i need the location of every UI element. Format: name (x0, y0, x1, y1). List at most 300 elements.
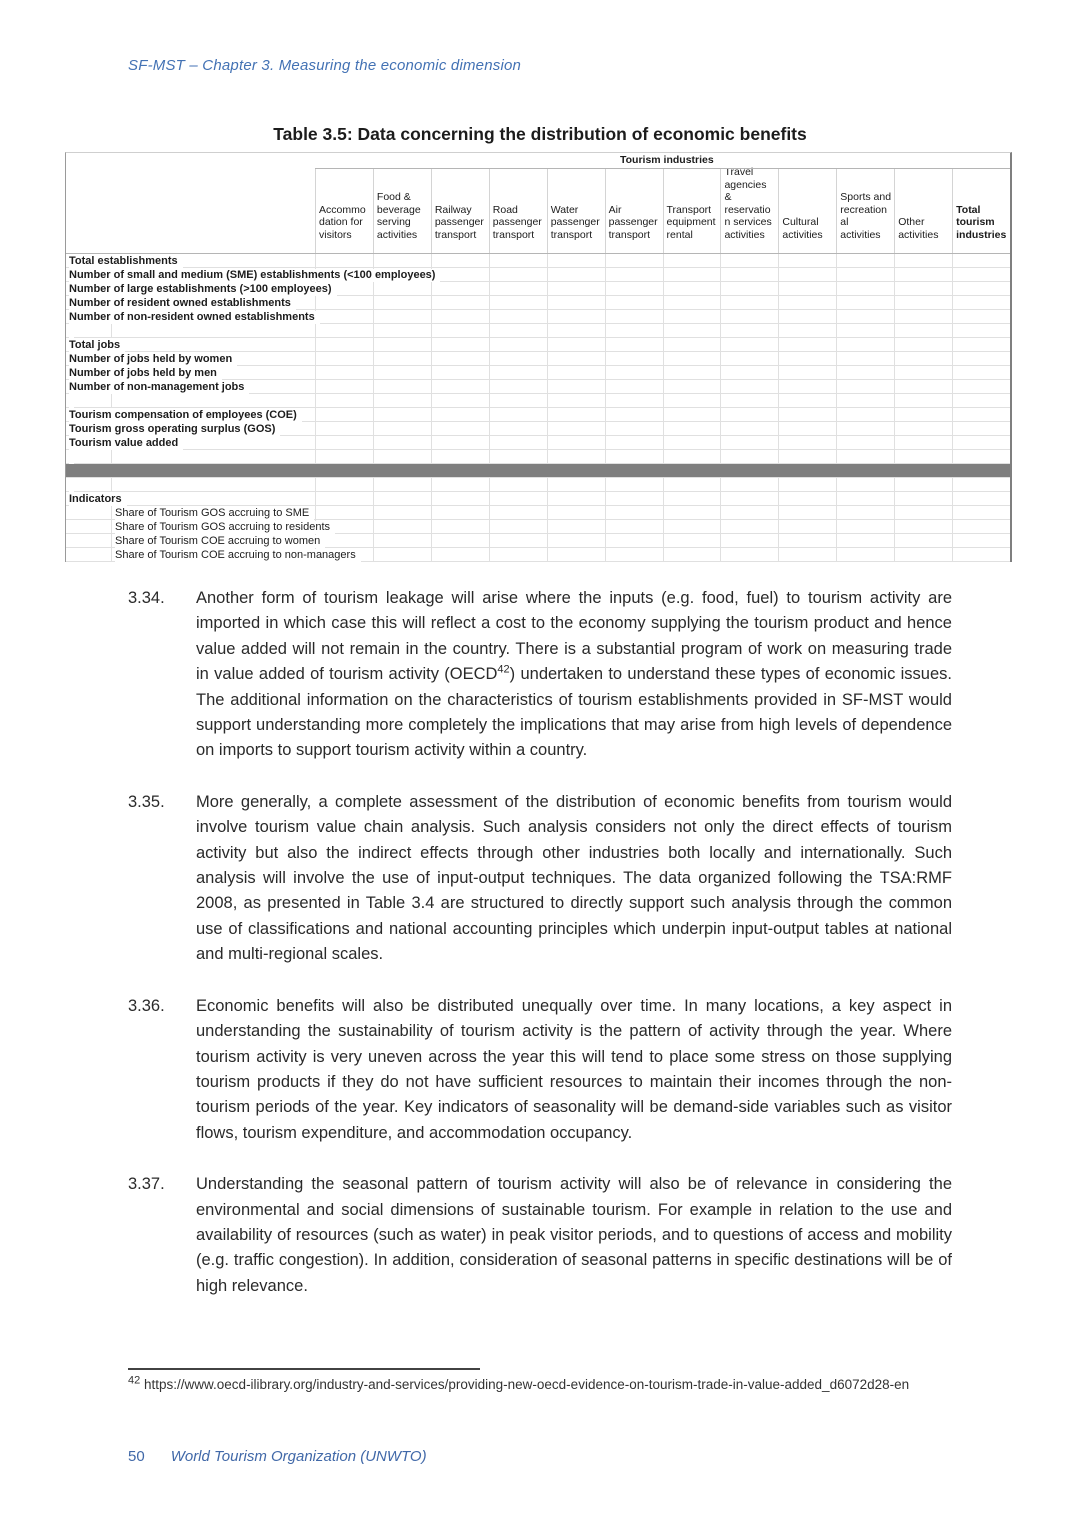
table-cell (894, 534, 952, 547)
table-cell (894, 492, 952, 505)
table-cell (778, 394, 836, 407)
table-row (66, 254, 1010, 268)
table-cell (315, 338, 373, 351)
table-cell (836, 282, 894, 295)
column-header: Water passenger transport (547, 169, 605, 253)
table-cell (720, 520, 778, 533)
row-label: Number of non-resident owned establishments (66, 310, 315, 323)
table-cell (836, 534, 894, 547)
table-head-row (66, 166, 1010, 254)
table-cell (778, 548, 836, 561)
table-cell (720, 254, 778, 267)
table-cell (663, 478, 721, 491)
table-cell (315, 296, 373, 309)
table-cell (952, 394, 1010, 407)
table-cell (373, 282, 431, 295)
table-cell (778, 450, 836, 463)
table-cell (431, 310, 489, 323)
table-cell (778, 534, 836, 547)
table-row (66, 380, 1010, 394)
table-cell (663, 534, 721, 547)
table-row (66, 464, 1010, 478)
table-cell (315, 366, 373, 379)
table-cell (663, 324, 721, 337)
table-cell (547, 520, 605, 533)
table-cell (489, 408, 547, 421)
table-row (66, 394, 1010, 408)
table-cell (547, 506, 605, 519)
table-cell (489, 548, 547, 561)
column-header: Other activities (894, 169, 952, 253)
table-cell (894, 422, 952, 435)
footnote-number: 42 (128, 1374, 141, 1387)
table-cell (373, 380, 431, 393)
column-header: Railway passenger transport (431, 169, 489, 253)
table-cell (836, 548, 894, 561)
table-row (66, 338, 1010, 352)
table-cell (605, 254, 663, 267)
table-cell (431, 436, 489, 449)
table-cell (605, 296, 663, 309)
table-cell (952, 268, 1010, 281)
table-cell (720, 506, 778, 519)
table-cell (431, 324, 489, 337)
table-title: Table 3.5: Data concerning the distribution of economic benefits (273, 124, 807, 144)
table-row (66, 520, 1010, 534)
table-cell (894, 380, 952, 393)
table-cell (952, 534, 1010, 547)
table-cell (663, 408, 721, 421)
group-header-label: Tourism industries (620, 154, 714, 166)
table-cell (778, 478, 836, 491)
table-cell (952, 282, 1010, 295)
row-label: Tourism value added (66, 436, 315, 449)
table-cell (663, 380, 721, 393)
table-cell (894, 324, 952, 337)
table-row (66, 324, 1010, 338)
table-cell (547, 548, 605, 561)
table-cell (373, 296, 431, 309)
table-cell (373, 366, 431, 379)
table-cell (720, 394, 778, 407)
table-cell (489, 338, 547, 351)
table-cell (836, 254, 894, 267)
table-cell (547, 422, 605, 435)
table-cell (489, 324, 547, 337)
table-cell (952, 492, 1010, 505)
table-cell (836, 422, 894, 435)
paragraph-number: 3.37. (128, 1175, 165, 1194)
table-cell (373, 534, 431, 547)
page-number: 50 (128, 1448, 145, 1465)
paragraph-3-34 (128, 586, 952, 764)
table-row (66, 366, 1010, 380)
table-cell (605, 282, 663, 295)
table-cell (720, 380, 778, 393)
table-cell (894, 548, 952, 561)
table-cell (836, 324, 894, 337)
table-cell (778, 520, 836, 533)
table-cell (547, 478, 605, 491)
table-cell (836, 366, 894, 379)
table-cell (489, 254, 547, 267)
table-cell (431, 520, 489, 533)
table-cell (894, 310, 952, 323)
table-cell (373, 506, 431, 519)
table-cell (663, 436, 721, 449)
table-cell (952, 352, 1010, 365)
table-cell (778, 268, 836, 281)
table-cell (489, 366, 547, 379)
economic-benefits-table (65, 152, 1012, 562)
table-row (66, 478, 1010, 492)
paragraph-3-35 (128, 790, 952, 968)
table-cell (489, 422, 547, 435)
table-cell (547, 254, 605, 267)
table-cell (778, 506, 836, 519)
table-cell (894, 394, 952, 407)
table-cell (431, 408, 489, 421)
column-header: Food & beverage serving activities (373, 169, 431, 253)
table-cell (894, 352, 952, 365)
body-paragraphs (128, 586, 952, 1325)
table-cell (663, 506, 721, 519)
table-cell (605, 548, 663, 561)
table-cell (836, 380, 894, 393)
table-cell (778, 422, 836, 435)
table-cell (663, 352, 721, 365)
paragraph-number: 3.35. (128, 792, 165, 811)
table-cell (547, 394, 605, 407)
table-cell (547, 436, 605, 449)
footnote-separator (128, 1368, 480, 1370)
column-header: Air passenger transport (605, 169, 663, 253)
table-cell (431, 422, 489, 435)
table-cell (836, 408, 894, 421)
table-cell (489, 506, 547, 519)
table-cell (663, 492, 721, 505)
paragraph-number: 3.34. (128, 589, 165, 607)
table-cell (315, 492, 373, 505)
table-row (66, 422, 1010, 436)
table-cell (894, 408, 952, 421)
table-cell (778, 324, 836, 337)
column-header: Cultural activities (778, 169, 836, 253)
table-cell (663, 520, 721, 533)
column-header: Accommodation for visitors (315, 169, 373, 253)
table-row (66, 268, 1010, 282)
column-header: Travel agencies & reservation services activities (720, 169, 778, 253)
table-cell (894, 282, 952, 295)
table-cell (663, 268, 721, 281)
table-cell (489, 282, 547, 295)
table-row (66, 408, 1010, 422)
table-cell (373, 310, 431, 323)
table-cell (315, 310, 373, 323)
footnote (128, 1374, 968, 1392)
table-cell (663, 282, 721, 295)
table-cell (894, 478, 952, 491)
table-cell (720, 436, 778, 449)
table-cell (663, 394, 721, 407)
table-cell (952, 296, 1010, 309)
table-cell (431, 282, 489, 295)
table-cell (315, 380, 373, 393)
table-cell (547, 282, 605, 295)
table-cell (720, 450, 778, 463)
table-cell (836, 478, 894, 491)
table-cell (836, 338, 894, 351)
table-cell (720, 492, 778, 505)
paragraph-3-37 (128, 1172, 952, 1299)
table-cell (489, 380, 547, 393)
paragraph-text: Another form of tourism leakage will arise where the inputs (e.g. food, fuel) to tourism activity are imported in which case this will reflect a cost to the economy supplying the tourism product and hence value added will not remain in the country. There is a substantial program of work on measuring trade in value added of tourism activity (OECD (196, 589, 952, 684)
table-cell (720, 422, 778, 435)
table-cell (315, 254, 373, 267)
row-label (66, 394, 315, 407)
table-cell (720, 296, 778, 309)
footnote-ref-marker: 42 (497, 663, 510, 676)
table-cell (894, 338, 952, 351)
table-cell (315, 506, 373, 519)
table-cell (489, 492, 547, 505)
table-cell (894, 450, 952, 463)
table-cell (605, 492, 663, 505)
table-cell (894, 506, 952, 519)
table-cell (547, 352, 605, 365)
column-header: Transport equipment rental (663, 169, 721, 253)
column-header: Total tourism industries (952, 169, 1010, 253)
table-cell (431, 534, 489, 547)
table-cell (605, 380, 663, 393)
table-cell (778, 380, 836, 393)
table-cell (663, 310, 721, 323)
row-label (66, 478, 315, 491)
table-cell (605, 338, 663, 351)
paragraph-text: Understanding the seasonal pattern of tourism activity will also be of relevance in considering the environmental and social dimensions of sustainable tourism. For example in relation to the use and availability of resources (such as water) in peak visitor periods, and to questions of access and mobility (e.g. traffic congestion). In addition, consideration of seasonal patterns in specific destinations will be of high relevance. (196, 1175, 952, 1295)
table-cell (605, 422, 663, 435)
table-cell (373, 422, 431, 435)
table-cell (894, 254, 952, 267)
table-cell (431, 506, 489, 519)
row-label: Number of non-management jobs (66, 380, 315, 393)
table-cell (489, 310, 547, 323)
row-label: Share of Tourism COE accruing to women (66, 534, 315, 547)
row-label: Total establishments (66, 254, 315, 267)
table-cell (373, 408, 431, 421)
table-cell (489, 296, 547, 309)
table-cell (836, 310, 894, 323)
paragraph-text: More generally, a complete assessment of the distribution of economic benefits from tourism would involve tourism value chain analysis. Such analysis considers not only the direct effects of tourism activity but also the indirect effects through other industries both locally and internationally. Such analysis will involve the use of input-output techniques. The data organized following the TSA:RMF 2008, as presented in Table 3.4 are structured to directly support such analysis through the common use of classifications and national accounting principles which underpin input-output tables at national and multi-regional scales. (196, 792, 952, 964)
row-label: Tourism compensation of employees (COE) (66, 408, 315, 421)
table-cell (547, 324, 605, 337)
row-label: Share of Tourism GOS accruing to residents (66, 520, 315, 533)
table-cell (605, 394, 663, 407)
row-label: Number of large establishments (>100 employees) (66, 282, 315, 295)
table-cell (547, 268, 605, 281)
table-cell (373, 394, 431, 407)
table-cell (952, 380, 1010, 393)
table-cell (605, 436, 663, 449)
table-cell (778, 282, 836, 295)
table-cell (720, 366, 778, 379)
table-cell (778, 436, 836, 449)
table-cell (952, 254, 1010, 267)
table-body (66, 254, 1010, 562)
table-cell (720, 282, 778, 295)
table-cell (720, 268, 778, 281)
table-cell (489, 520, 547, 533)
table-cell (547, 366, 605, 379)
table-head-spacer (66, 169, 315, 253)
table-cell (894, 520, 952, 533)
table-row (66, 352, 1010, 366)
table-cell (315, 478, 373, 491)
table-cell (952, 436, 1010, 449)
table-cell (431, 450, 489, 463)
row-label: Number of small and medium (SME) establishments (<100 employees) (66, 268, 315, 281)
table-cell (431, 394, 489, 407)
table-cell (605, 310, 663, 323)
page-footer (128, 1448, 427, 1465)
row-label: Number of jobs held by men (66, 366, 315, 379)
table-cell (315, 436, 373, 449)
row-label (66, 324, 315, 337)
table-group-strip (315, 153, 1010, 169)
table-cell (952, 506, 1010, 519)
table-cell (894, 366, 952, 379)
row-label: Indicators (66, 492, 315, 505)
table-cell (836, 492, 894, 505)
table-cell (605, 268, 663, 281)
table-cell (663, 254, 721, 267)
table-cell (778, 408, 836, 421)
table-cell (720, 548, 778, 561)
table-cell (547, 450, 605, 463)
footer-organization: World Tourism Organization (UNWTO) (170, 1448, 427, 1465)
table-cell (489, 450, 547, 463)
table-cell (315, 408, 373, 421)
table-row (66, 548, 1010, 562)
table-cell (373, 520, 431, 533)
table-cell (894, 296, 952, 309)
table-cell (373, 548, 431, 561)
paragraph-3-36 (128, 994, 952, 1146)
table-cell (952, 548, 1010, 561)
footnote-url[interactable]: https://www.oecd-ilibrary.org/industry-and-services/providing-new-oecd-evidence-on-tourism-trade-in-value-added_d6072d28-en (144, 1377, 910, 1392)
row-label: Number of resident owned establishments (66, 296, 315, 309)
table-cell (605, 408, 663, 421)
table-cell (431, 296, 489, 309)
column-header: Sports and recreational activities (836, 169, 894, 253)
table-cell (489, 436, 547, 449)
table-cell (836, 506, 894, 519)
table-row (66, 282, 1010, 296)
table-cell (605, 450, 663, 463)
table-row (66, 450, 1010, 464)
table-cell (663, 422, 721, 435)
table-cell (836, 450, 894, 463)
table-cell (605, 478, 663, 491)
table-cell (605, 324, 663, 337)
table-cell (663, 548, 721, 561)
table-row (66, 436, 1010, 450)
table-cell (952, 366, 1010, 379)
table-cell (373, 352, 431, 365)
table-cell (547, 338, 605, 351)
paragraph-text: Economic benefits will also be distributed unequally over time. In many locations, a key aspect in understanding the sustainability of tourism activity is the pattern of activity through the year. Where tourism activity is very uneven across the year this will tend to place some stress on those supplying tourism products if they do not have sufficient resources to maintain their incomes through the non-tourism periods of the year. Key indicators of seasonality will be demand-side variables such as visitor flows, tourism expenditure, and accommodation occupancy. (196, 996, 952, 1142)
table-cell (605, 366, 663, 379)
table-cell (373, 478, 431, 491)
table-cell (431, 548, 489, 561)
table-cell (315, 450, 373, 463)
table-cell (663, 296, 721, 309)
table-row (66, 310, 1010, 324)
table-cell (547, 492, 605, 505)
table-cell (373, 338, 431, 351)
table-cell (489, 352, 547, 365)
table-cell (315, 422, 373, 435)
table-cell (952, 324, 1010, 337)
table-cell (894, 436, 952, 449)
table-cell (778, 254, 836, 267)
table-cell (431, 492, 489, 505)
table-cell (720, 408, 778, 421)
table-cell (315, 394, 373, 407)
row-label: Total jobs (66, 338, 315, 351)
table-cell (605, 352, 663, 365)
table-cell (373, 436, 431, 449)
table-cell (605, 506, 663, 519)
table-row (66, 492, 1010, 506)
table-cell (952, 478, 1010, 491)
table-cell (836, 268, 894, 281)
table-row (66, 534, 1010, 548)
table-cell (778, 352, 836, 365)
row-label: Number of jobs held by women (66, 352, 315, 365)
row-label: Share of Tourism GOS accruing to SME (66, 506, 315, 519)
table-cell (431, 254, 489, 267)
table-cell (431, 380, 489, 393)
paragraph-text: ) undertaken to understand these types of economic issues. The additional information on the characteristics of tourism establishments provided in SF-MST would support understanding more completely the implications that may arise from high levels of dependence on imports to support tourism activity within a country. (196, 665, 952, 760)
table-cell (836, 296, 894, 309)
row-label: Tourism gross operating surplus (GOS) (66, 422, 315, 435)
table-cell (663, 450, 721, 463)
table-cell (547, 296, 605, 309)
table-cell (547, 380, 605, 393)
table-cell (778, 492, 836, 505)
table-cell (836, 394, 894, 407)
table-cell (720, 534, 778, 547)
table-cell (952, 422, 1010, 435)
table-cell (373, 492, 431, 505)
table-cell (952, 450, 1010, 463)
table-cell (836, 520, 894, 533)
table-cell (489, 268, 547, 281)
table-cell (489, 478, 547, 491)
table-cell (373, 324, 431, 337)
table-cell (720, 324, 778, 337)
table-cell (373, 450, 431, 463)
table-cell (952, 408, 1010, 421)
table-cell (547, 310, 605, 323)
table-cell (720, 352, 778, 365)
row-label (66, 450, 315, 463)
table-cell (431, 352, 489, 365)
table-cell (836, 352, 894, 365)
table-cell (778, 366, 836, 379)
table-cell (836, 436, 894, 449)
